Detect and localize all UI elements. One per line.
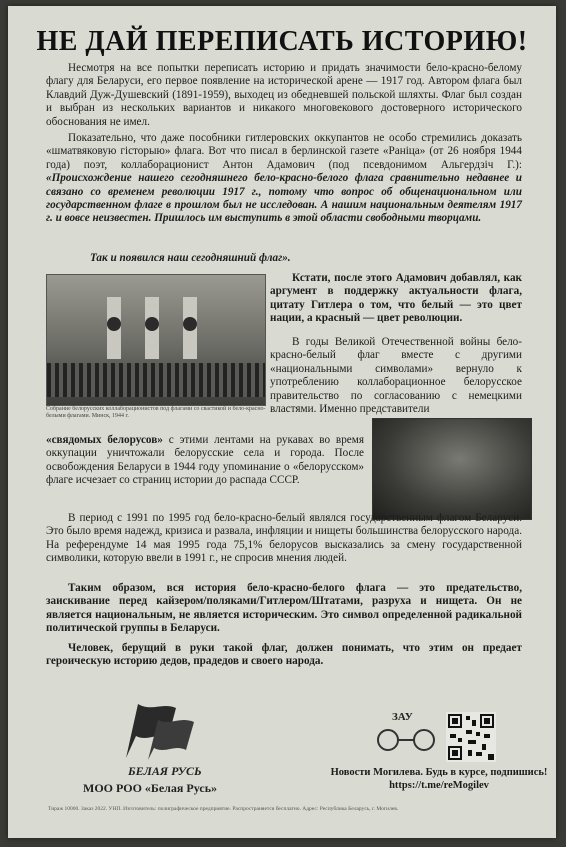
svyadomye-term: «свядомых белорусов» [46, 434, 163, 446]
qr-code[interactable] [446, 712, 496, 762]
photo-caption: Собрание белорусских коллаборационистов под флагами со свастикой и бело-красно-белыми флагами. Минск, 1944 г. [46, 406, 266, 419]
paragraph-adamovich [46, 132, 522, 226]
page-title: НЕ ДАЙ ПЕРЕПИСАТЬ ИСТОРИЮ! [36, 26, 528, 57]
swastika-mark [183, 317, 197, 331]
adamovich-quote-end: Так и появился наш сегодняшний флаг». [90, 252, 291, 264]
logo-caption: БЕЛАЯ РУСЬ [128, 764, 202, 778]
paragraph-intro: Несмотря на все попытки переписать историю и придать значимости бело-красно-белому флагу для Беларуси, его первое появление на исторической арене — 1917 год. Автором флага был Клавдий Дуж-Душевский (1891-1959), выходец из обедневшей польской шляхты. Флаг был создан и выбран из нескольких вариантов и никакого многовекового достоверного исторического обоснования не имел. [46, 62, 522, 128]
telegram-link[interactable]: https://t.me/reMogilev [389, 780, 489, 791]
paragraph-adamovich-lead: Показательно, что даже пособники гитлеровских оккупантов не особо стремились доказать «шматвяковую гісторыю» флага. Вот что писал в берлинской газете «Раніца» (от 26 ноября 1944 года) поэт, коллаборационист Антон Адамович (под псевдонимом Альгердзіч Г.): [46, 132, 522, 171]
lions-emblem-icon [374, 708, 438, 756]
paragraph-final-appeal: Человек, берущий в руки такой флаг, должен понимать, что этим он предает героическую историю дедов, прадедов и своего народа. [46, 642, 522, 668]
crowd-silhouette [47, 363, 265, 397]
news-subscribe [324, 766, 554, 792]
paragraph-svyadomye [46, 434, 364, 488]
paragraph-conclusion: Таким образом, вся история бело-красно-белого флага — это предательство, заискивание перед кайзером/поляками/Гитлером/Штатами, разруха и нищета. Он не является национальным, не является историческим. Это символ определенной радикальной политической группы в Беларуси. [46, 582, 522, 635]
historical-portrait-photo [372, 418, 532, 520]
news-tagline: Новости Могилева. Будь в курсе, подпишись! [330, 767, 548, 778]
paragraph-war-years: В годы Великой Отечественной войны бело-красно-белый флаг вместе с другими «национальными символами» вернуло к употреблению коллаборационное белорусское правительство по согласованию с немецкими властями. Именно представители [270, 336, 522, 416]
organization-name: МОО РОО «Белая Русь» [83, 781, 218, 795]
swastika-mark [145, 317, 159, 331]
belaya-rus-logo [118, 698, 208, 762]
adamovich-quote: «Происхождение нашего сегодняшнего бело-красно-белого флага сравнительно недавнее и связано со временем революции 1917 г., потому что вопрос об общенациональном или государственном флаге в прошлом был не исследован. А нашим национальным деятелям 1917 г. и вовсе неизвестен. Пришлось им выступить в этой области свободными творцами. [46, 172, 522, 225]
print-imprint: Тираж 10000. Заказ 2022. УНП. Изготовитель: полиграфическое предприятие. Распространяется бесплатно. Адрес: Республика Беларусь, г. Могилев. [48, 806, 399, 812]
paragraph-1991-1995: В период с 1991 по 1995 год бело-красно-белый являлся государственным флагом Беларуси. Это было время надежд, кризиса и развала, инфляции и нищеты большинства белорусского народа. На референдуме 14 мая 1995 года 75,1% белорусов высказались за смену государственной символики, которую ввели в 1991 г., не спросив мнения людей. [46, 512, 522, 565]
emblem-text: ЗАУ [392, 711, 413, 723]
swastika-mark [107, 317, 121, 331]
svyadomye-text: с этими лентами на рукавах во время оккупации уничтожали белорусские села и города. После освобождения Беларуси в 1944 году упоминание о «белорусском» флаге исчезает со страниц истории до распада СССР. [46, 434, 364, 487]
paragraph-hitler-quote: Кстати, после этого Адамович добавлял, как аргумент в поддержку актуальности флага, цитату Гитлера о том, что белый — это цвет нации, а красный — цвет революции. [270, 272, 522, 325]
leaflet-sheet [8, 6, 556, 838]
historical-photo-collaborators [46, 274, 266, 406]
